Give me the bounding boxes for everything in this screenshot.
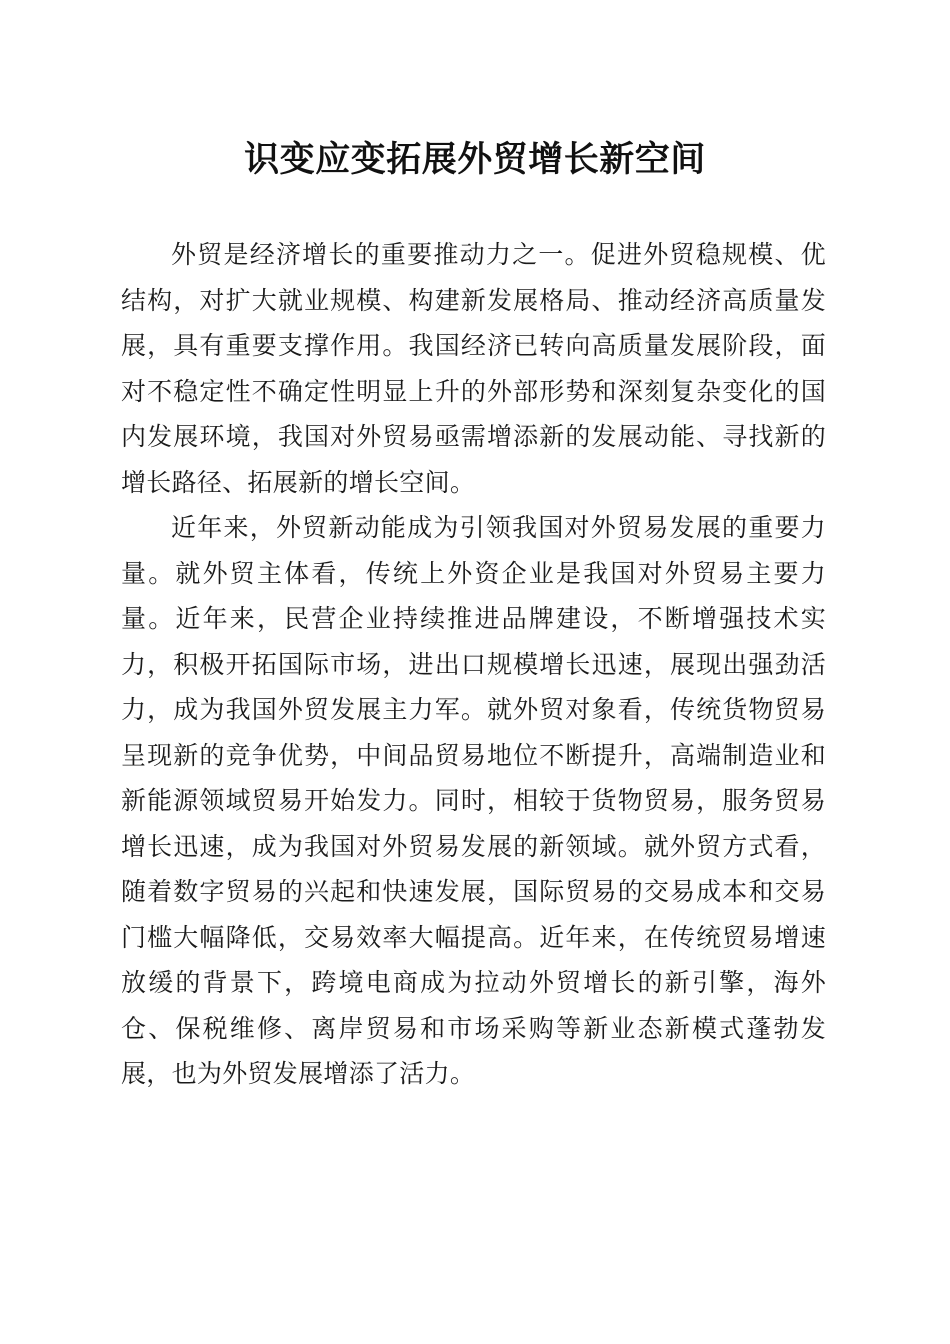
paragraph-2: 近年来，外贸新动能成为引领我国对外贸易发展的重要力量。就外贸主体看，传统上外资企业是我国对外贸易主要力量。近年来，民营企业持续推进品牌建设，不断增强技术实力，积极开拓国际市场，进出口规模增长迅速，展现出强劲活力，成为我国外贸发展主力军。就外贸对象看，传统货物贸易呈现新的竞争优势，中间品贸易地位不断提升，高端制造业和新能源领域贸易开始发力。同时，相较于货物贸易，服务贸易增长迅速，成为我国对外贸易发展的新领域。就外贸方式看，随着数字贸易的兴起和快速发展，国际贸易的交易成本和交易门槛大幅降低，交易效率大幅提高。近年来，在传统贸易增速放缓的背景下，跨境电商成为拉动外贸增长的新引擎，海外仓、保税维修、离岸贸易和市场采购等新业态新模式蓬勃发展，也为外贸发展增添了活力。 <box>121 513 826 1088</box>
document-title: 识变应变拓展外贸增长新空间 <box>244 139 706 180</box>
document-body <box>121 232 826 1097</box>
paragraph-1: 外贸是经济增长的重要推动力之一。促进外贸稳规模、优结构，对扩大就业规模、构建新发展格局、推动经济高质量发展，具有重要支撑作用。我国经济已转向高质量发展阶段，面对不稳定性不确定性明显上升的外部形势和深刻复杂变化的国内发展环境，我国对外贸易亟需增添新的发展动能、寻找新的增长路径、拓展新的增长空间。 <box>121 240 826 497</box>
